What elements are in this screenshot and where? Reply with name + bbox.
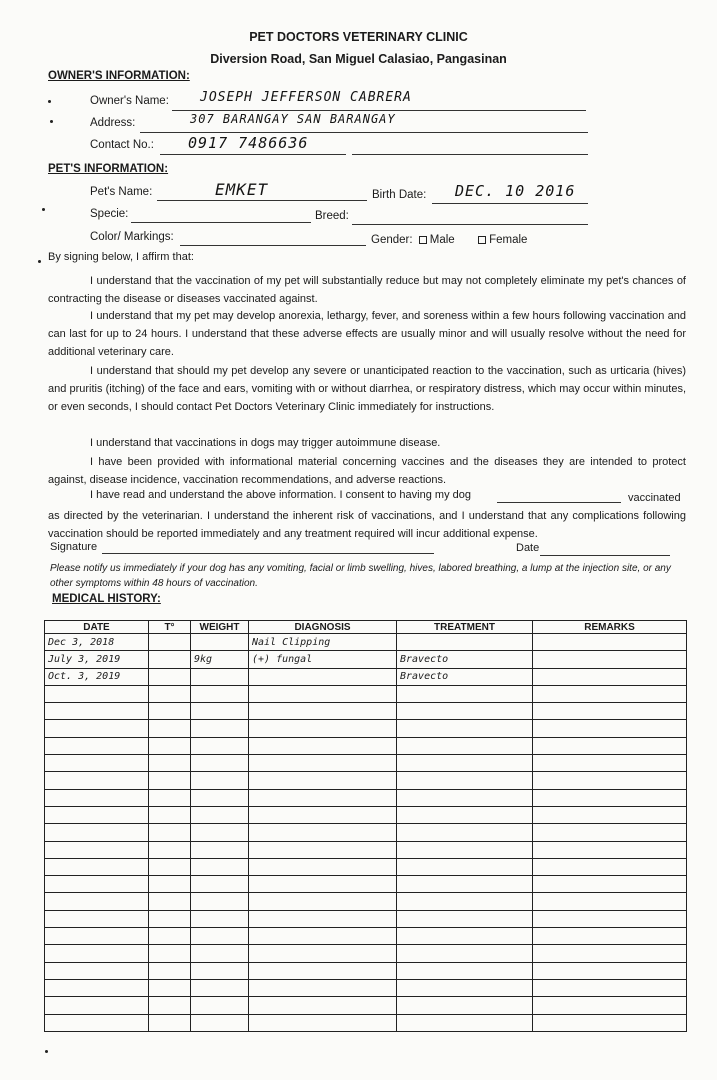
- consent-paragraph-6b: vaccinated as directed by the veterinarian. I understand the inherent risk of vaccinations, and I understand that any complications following vaccination should be reported immediately and any treatment required will incur additional expense.: [48, 492, 686, 540]
- cell-empty[interactable]: [533, 876, 687, 893]
- cell-empty[interactable]: [533, 841, 687, 858]
- table-row-empty: [45, 979, 687, 996]
- table-row-empty: [45, 1014, 687, 1031]
- pet-name-line: [157, 200, 367, 201]
- cell-empty[interactable]: [191, 685, 249, 702]
- cell-diagnosis[interactable]: Nail Clipping: [249, 634, 397, 651]
- cell-empty[interactable]: [45, 962, 149, 979]
- male-label: Male: [429, 234, 455, 246]
- table-row-empty: [45, 841, 687, 858]
- cell-empty[interactable]: [45, 876, 149, 893]
- gender-field: [371, 234, 527, 246]
- cell-empty[interactable]: [149, 806, 191, 823]
- consent-intro: By signing below, I affirm that:: [48, 251, 194, 263]
- cell-empty[interactable]: [397, 685, 533, 702]
- cell-weight[interactable]: [191, 634, 249, 651]
- cell-empty[interactable]: [533, 737, 687, 754]
- cell-empty[interactable]: [45, 772, 149, 789]
- column-treatment: TREATMENT: [397, 621, 533, 634]
- consent-paragraph-4: I understand that vaccinations in dogs may trigger autoimmune disease.: [90, 437, 441, 449]
- owner-name-line: [172, 110, 586, 111]
- cell-empty[interactable]: [149, 928, 191, 945]
- margin-mark: [42, 208, 45, 211]
- cell-empty[interactable]: [149, 876, 191, 893]
- cell-empty[interactable]: [149, 737, 191, 754]
- cell-empty[interactable]: [397, 755, 533, 772]
- table-row-empty: [45, 858, 687, 875]
- cell-empty[interactable]: [533, 997, 687, 1014]
- male-checkbox[interactable]: [419, 236, 427, 244]
- cell-empty[interactable]: [45, 755, 149, 772]
- cell-empty[interactable]: [249, 841, 397, 858]
- cell-empty[interactable]: [191, 703, 249, 720]
- cell-empty[interactable]: [45, 997, 149, 1014]
- pet-name-label: Pet's Name:: [90, 186, 153, 198]
- cell-empty[interactable]: [533, 893, 687, 910]
- table-row-empty: [45, 737, 687, 754]
- table-row: [45, 634, 687, 651]
- cell-empty[interactable]: [45, 928, 149, 945]
- cell-empty[interactable]: [191, 997, 249, 1014]
- consent-paragraph-6a: I have read and understand the above information. I consent to having my dog: [90, 489, 471, 501]
- cell-empty[interactable]: [191, 755, 249, 772]
- contact-value[interactable]: 0917 7486636: [188, 134, 309, 152]
- clinic-name: PET DOCTORS VETERINARY CLINIC: [249, 30, 468, 44]
- cell-empty[interactable]: [191, 945, 249, 962]
- cell-empty[interactable]: [249, 703, 397, 720]
- table-row-empty: [45, 962, 687, 979]
- cell-empty[interactable]: [249, 928, 397, 945]
- cell-empty[interactable]: [45, 945, 149, 962]
- address-value[interactable]: 307 BARANGAY SAN BARANGAY: [190, 112, 396, 126]
- column-diagnosis: DIAGNOSIS: [249, 621, 397, 634]
- cell-temperature[interactable]: [149, 668, 191, 685]
- cell-empty[interactable]: [249, 806, 397, 823]
- consent-paragraph-5: I have been provided with informational material concerning vaccines and the diseases they are intended to protect against, disease incidence, vaccination recommendations, and adverse reactions.: [48, 456, 686, 486]
- table-row-empty: [45, 755, 687, 772]
- cell-empty[interactable]: [191, 772, 249, 789]
- cell-empty[interactable]: [533, 772, 687, 789]
- cell-empty[interactable]: [191, 1014, 249, 1031]
- cell-empty[interactable]: [191, 962, 249, 979]
- cell-empty[interactable]: [191, 893, 249, 910]
- cell-empty[interactable]: [249, 685, 397, 702]
- table-row-empty: [45, 772, 687, 789]
- cell-empty[interactable]: [149, 755, 191, 772]
- breed-line: [352, 224, 588, 225]
- cell-empty[interactable]: [397, 806, 533, 823]
- cell-empty[interactable]: [249, 720, 397, 737]
- contact-line: [160, 154, 346, 155]
- specie-line: [131, 222, 311, 223]
- cell-empty[interactable]: [191, 720, 249, 737]
- cell-remarks[interactable]: [533, 651, 687, 668]
- table-row-empty: [45, 806, 687, 823]
- cell-empty[interactable]: [397, 737, 533, 754]
- cell-empty[interactable]: [45, 1014, 149, 1031]
- cell-empty[interactable]: [397, 772, 533, 789]
- consent-paragraph-1: I understand that the vaccination of my pet will substantially reduce but may not completely eliminate my pet's chances of contracting the disease or diseases vaccinated against.: [48, 275, 686, 305]
- address-label: Address:: [90, 117, 136, 129]
- table-row-empty: [45, 997, 687, 1014]
- birth-date-label: Birth Date:: [372, 189, 427, 201]
- cell-empty[interactable]: [533, 858, 687, 875]
- cell-empty[interactable]: [397, 1014, 533, 1031]
- cell-empty[interactable]: [45, 979, 149, 996]
- address-line: [140, 132, 588, 133]
- color-markings-line: [180, 245, 366, 246]
- medical-history-table: [44, 620, 687, 1032]
- cell-treatment[interactable]: Bravecto: [397, 651, 533, 668]
- cell-empty[interactable]: [533, 945, 687, 962]
- margin-mark: [38, 260, 41, 263]
- column-remarks: REMARKS: [533, 621, 687, 634]
- cell-empty[interactable]: [149, 910, 191, 927]
- cell-empty[interactable]: [397, 928, 533, 945]
- table-row-empty: [45, 703, 687, 720]
- cell-empty[interactable]: [249, 962, 397, 979]
- cell-empty[interactable]: [249, 824, 397, 841]
- cell-empty[interactable]: [249, 893, 397, 910]
- cell-empty[interactable]: [249, 772, 397, 789]
- color-markings-label: Color/ Markings:: [90, 231, 174, 243]
- cell-empty[interactable]: [397, 893, 533, 910]
- margin-mark: [48, 100, 51, 103]
- cell-empty[interactable]: [397, 945, 533, 962]
- contact-label: Contact No.:: [90, 139, 154, 151]
- pet-name-value[interactable]: EMKET: [215, 180, 269, 199]
- cell-temperature[interactable]: [149, 651, 191, 668]
- cell-empty[interactable]: [45, 789, 149, 806]
- cell-empty[interactable]: [249, 858, 397, 875]
- cell-empty[interactable]: [533, 824, 687, 841]
- cell-weight[interactable]: 9kg: [191, 651, 249, 668]
- clinic-address: Diversion Road, San Miguel Calasiao, Pangasinan: [210, 52, 507, 66]
- table-row-empty: [45, 720, 687, 737]
- cell-empty[interactable]: [249, 997, 397, 1014]
- cell-empty[interactable]: [149, 720, 191, 737]
- cell-empty[interactable]: [533, 1014, 687, 1031]
- column-temperature: T°: [149, 621, 191, 634]
- cell-date[interactable]: Oct. 3, 2019: [45, 668, 149, 685]
- signature-line[interactable]: [102, 553, 434, 554]
- column-weight: WEIGHT: [191, 621, 249, 634]
- cell-empty[interactable]: [397, 979, 533, 996]
- cell-diagnosis[interactable]: (+) fungal: [249, 651, 397, 668]
- cell-temperature[interactable]: [149, 634, 191, 651]
- cell-empty[interactable]: [45, 824, 149, 841]
- specie-label: Specie:: [90, 208, 129, 220]
- cell-empty[interactable]: [45, 685, 149, 702]
- table-row: [45, 668, 687, 685]
- cell-empty[interactable]: [533, 806, 687, 823]
- cell-empty[interactable]: [191, 789, 249, 806]
- table-row-empty: [45, 824, 687, 841]
- cell-empty[interactable]: [191, 737, 249, 754]
- cell-empty[interactable]: [397, 962, 533, 979]
- cell-empty[interactable]: [397, 876, 533, 893]
- cell-remarks[interactable]: [533, 668, 687, 685]
- cell-empty[interactable]: [45, 806, 149, 823]
- table-header-row: [45, 621, 687, 634]
- table-row: [45, 651, 687, 668]
- consent-paragraph-2: I understand that my pet may develop anorexia, lethargy, fever, and soreness within a few hours following vaccination and can last for up to 24 hours. I understand that these adverse effects are usually minor and will usually resolve without the need for additional veterinary care.: [48, 310, 686, 358]
- margin-mark: [50, 120, 53, 123]
- birth-date-value[interactable]: DEC. 10 2016: [455, 182, 576, 200]
- table-row-empty: [45, 945, 687, 962]
- cell-empty[interactable]: [249, 1014, 397, 1031]
- cell-empty[interactable]: [45, 703, 149, 720]
- column-date: DATE: [45, 621, 149, 634]
- cell-empty[interactable]: [149, 1014, 191, 1031]
- cell-empty[interactable]: [45, 737, 149, 754]
- cell-empty[interactable]: [45, 841, 149, 858]
- margin-mark: [45, 1050, 48, 1053]
- female-checkbox[interactable]: [478, 236, 486, 244]
- cell-empty[interactable]: [397, 858, 533, 875]
- cell-empty[interactable]: [149, 824, 191, 841]
- pet-section-title: PET'S INFORMATION:: [48, 163, 169, 175]
- cell-empty[interactable]: [533, 789, 687, 806]
- cell-treatment[interactable]: Bravecto: [397, 668, 533, 685]
- medical-history-title: MEDICAL HISTORY:: [52, 593, 161, 605]
- cell-empty[interactable]: [191, 858, 249, 875]
- cell-empty[interactable]: [249, 945, 397, 962]
- cell-empty[interactable]: [249, 910, 397, 927]
- cell-empty[interactable]: [149, 841, 191, 858]
- breed-label: Breed:: [315, 210, 349, 222]
- cell-empty[interactable]: [397, 841, 533, 858]
- cell-empty[interactable]: [397, 703, 533, 720]
- table-row-empty: [45, 893, 687, 910]
- cell-empty[interactable]: [149, 685, 191, 702]
- female-label: Female: [489, 234, 528, 246]
- notice-text: Please notify us immediately if your dog has any vomiting, facial or limb swelling, hives, labored breathing, a lump at the injection site, or any other symptoms within 48 hours of vaccination.: [50, 563, 671, 589]
- signature-label: Signature: [50, 541, 98, 553]
- date-label: Date: [516, 542, 540, 554]
- cell-empty[interactable]: [149, 962, 191, 979]
- cell-empty[interactable]: [45, 910, 149, 927]
- cell-empty[interactable]: [149, 789, 191, 806]
- cell-empty[interactable]: [533, 979, 687, 996]
- table-row-empty: [45, 789, 687, 806]
- owner-section-title: OWNER'S INFORMATION:: [48, 70, 190, 82]
- cell-empty[interactable]: [191, 841, 249, 858]
- cell-empty[interactable]: [533, 910, 687, 927]
- table-row-empty: [45, 910, 687, 927]
- cell-date[interactable]: July 3, 2019: [45, 651, 149, 668]
- cell-empty[interactable]: [191, 928, 249, 945]
- cell-empty[interactable]: [191, 979, 249, 996]
- cell-empty[interactable]: [249, 979, 397, 996]
- cell-remarks[interactable]: [533, 634, 687, 651]
- cell-empty[interactable]: [533, 928, 687, 945]
- cell-empty[interactable]: [191, 806, 249, 823]
- cell-empty[interactable]: [149, 858, 191, 875]
- cell-empty[interactable]: [45, 893, 149, 910]
- cell-treatment[interactable]: [397, 634, 533, 651]
- cell-empty[interactable]: [45, 858, 149, 875]
- cell-empty[interactable]: [149, 772, 191, 789]
- cell-diagnosis[interactable]: [249, 668, 397, 685]
- owner-name-label: Owner's Name:: [90, 95, 169, 107]
- table-row-empty: [45, 928, 687, 945]
- cell-empty[interactable]: [149, 979, 191, 996]
- cell-empty[interactable]: [397, 824, 533, 841]
- cell-empty[interactable]: [249, 755, 397, 772]
- cell-empty[interactable]: [397, 720, 533, 737]
- cell-empty[interactable]: [533, 755, 687, 772]
- cell-weight[interactable]: [191, 668, 249, 685]
- table-row-empty: [45, 685, 687, 702]
- cell-empty[interactable]: [249, 737, 397, 754]
- cell-empty[interactable]: [533, 685, 687, 702]
- consent-paragraph-3: I understand that should my pet develop any severe or unanticipated reaction to the vaccination, such as urticaria (hives) and pruritis (itching) of the face and ears, vomiting with or without diarrhea, or respiratory distress, which may occur within minutes, or even seconds, I should contact Pet Doctors Veterinary Clinic immediately for instructions.: [48, 365, 686, 413]
- table-row-empty: [45, 876, 687, 893]
- date-line[interactable]: [540, 555, 670, 556]
- gender-label: Gender:: [371, 234, 413, 246]
- cell-empty[interactable]: [533, 962, 687, 979]
- cell-empty[interactable]: [249, 789, 397, 806]
- cell-empty[interactable]: [191, 876, 249, 893]
- cell-empty[interactable]: [397, 910, 533, 927]
- cell-empty[interactable]: [149, 945, 191, 962]
- owner-name-value[interactable]: JOSEPH JEFFERSON CABRERA: [200, 90, 412, 105]
- cell-empty[interactable]: [397, 997, 533, 1014]
- contact-line-2: [352, 154, 588, 155]
- cell-empty[interactable]: [397, 789, 533, 806]
- cell-empty[interactable]: [45, 720, 149, 737]
- birth-date-line: [432, 203, 588, 204]
- cell-empty[interactable]: [533, 720, 687, 737]
- cell-empty[interactable]: [191, 910, 249, 927]
- cell-empty[interactable]: [249, 876, 397, 893]
- cell-empty[interactable]: [149, 997, 191, 1014]
- cell-date[interactable]: Dec 3, 2018: [45, 634, 149, 651]
- cell-empty[interactable]: [533, 703, 687, 720]
- cell-empty[interactable]: [149, 703, 191, 720]
- cell-empty[interactable]: [191, 824, 249, 841]
- cell-empty[interactable]: [149, 893, 191, 910]
